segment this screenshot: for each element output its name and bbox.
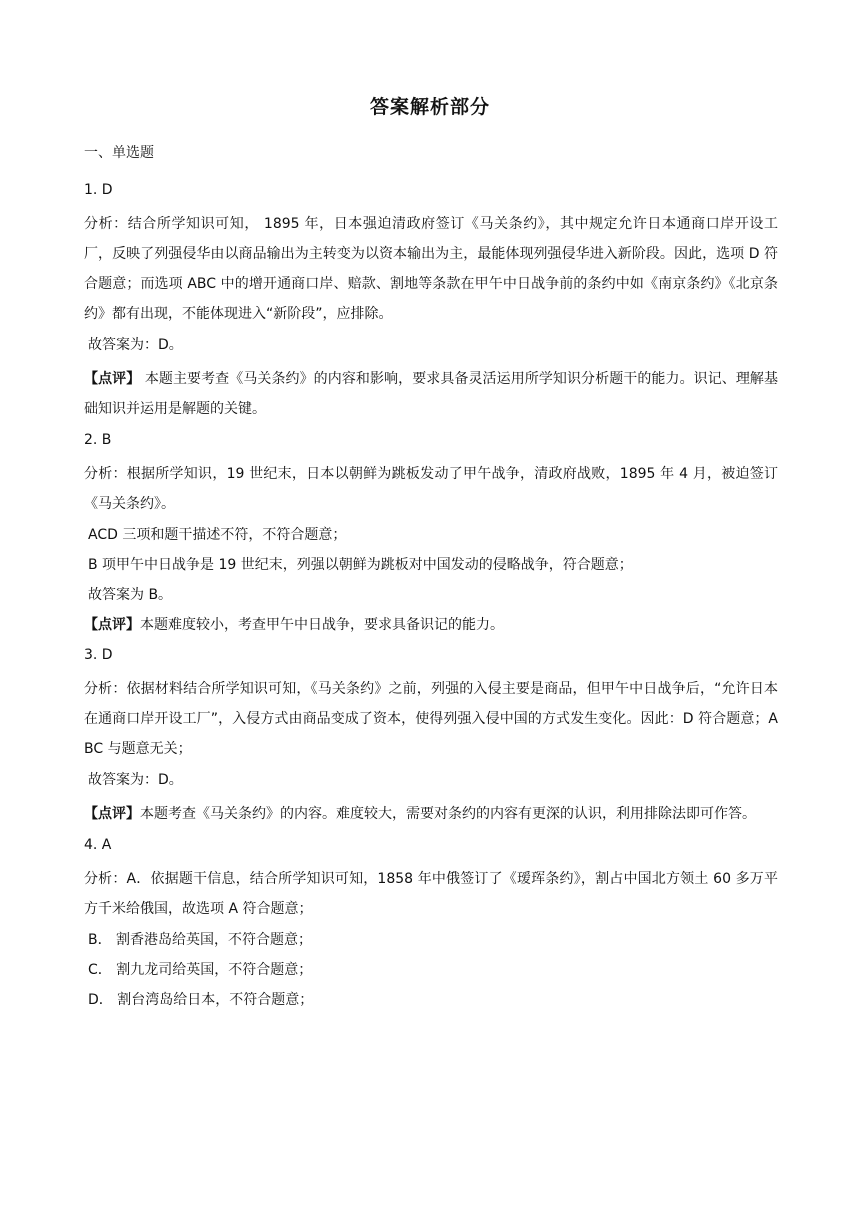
page-title: 答案解析部分: [369, 96, 490, 118]
section-heading: 一、单选题: [84, 145, 154, 161]
q3-comment: [84, 799, 778, 829]
q3-analysis: 分析：依据材料结合所学知识可知，《马关条约》之前，列强的入侵主要是商品，但甲午中日战争后，“允许日本在通商口岸开设工厂”，入侵方式由商品变成了资本，使得列强入侵中国的方式发生变化。因此：D 符合题意；ABC 与题意无关；: [84, 681, 778, 757]
q2-comment-text: 本题难度较小，考查甲午中日战争，要求具备识记的能力。: [140, 617, 504, 633]
q4-option-b: B． 割香港岛给英国，不符合题意；: [88, 932, 313, 948]
q1-conclusion: 故答案为：D。: [88, 337, 183, 353]
q4-option-d: D． 割台湾岛给日本，不符合题意；: [88, 992, 314, 1008]
q2-line2: B 项甲午中日战争是 19 世纪末，列强以朝鲜为跳板对中国发动的侵略战争，符合题意；: [88, 557, 633, 573]
q2-comment-tag: 【点评】: [84, 617, 140, 633]
q4-answer: 4. A: [84, 837, 112, 853]
q3-comment-tag: 【点评】: [84, 806, 140, 822]
q2-line1: ACD 三项和题干描述不符，不符合题意；: [88, 527, 347, 543]
q1-comment-text: 本题主要考查《马关条约》的内容和影响，要求具备灵活运用所学知识分析题干的能力。识记、理解基础知识并运用是解题的关键。: [84, 371, 779, 417]
q1-analysis: 分析：结合所学知识可知， 1895 年，日本强迫清政府签订《马关条约》，其中规定允许日本通商口岸开设工厂，反映了列强侵华由以商品输出为主转变为以资本输出为主，最能体现列强侵华进入新阶段。因此，选项 D 符合题意；而选项 ABC 中的增开通商口岸、赔款、割地等条款在甲午中日战争前的条约中如《南京条约》《北京条约》都有出现，不能体现进入“新阶段”，应排除。: [84, 216, 778, 322]
q3-comment-text: 本题考查《马关条约》的内容。难度较大，需要对条约的内容有更深的认识，利用排除法即可作答。: [140, 806, 756, 822]
q3-answer: 3. D: [84, 647, 113, 663]
q4-option-c: C． 割九龙司给英国，不符合题意；: [88, 962, 313, 978]
q3-conclusion: 故答案为：D。: [88, 772, 183, 788]
q2-conclusion: 故答案为 B。: [88, 587, 173, 603]
q2-analysis: 分析：根据所学知识，19 世纪末，日本以朝鲜为跳板发动了甲午战争，清政府战败，1895 年 4 月，被迫签订《马关条约》。: [84, 466, 778, 512]
q2-answer: 2. B: [84, 432, 112, 448]
q2-comment: [84, 614, 778, 637]
q1-answer: 1. D: [84, 182, 113, 198]
q4-analysis: 分析：A．依据题干信息，结合所学知识可知，1858 年中俄签订了《瑷珲条约》，割占中国北方领土 60 多万平方千米给俄国，故选项 A 符合题意；: [84, 871, 778, 917]
q1-comment-tag: 【点评】: [84, 371, 141, 387]
answer-content: [84, 140, 778, 1019]
q1-comment: [84, 364, 778, 424]
